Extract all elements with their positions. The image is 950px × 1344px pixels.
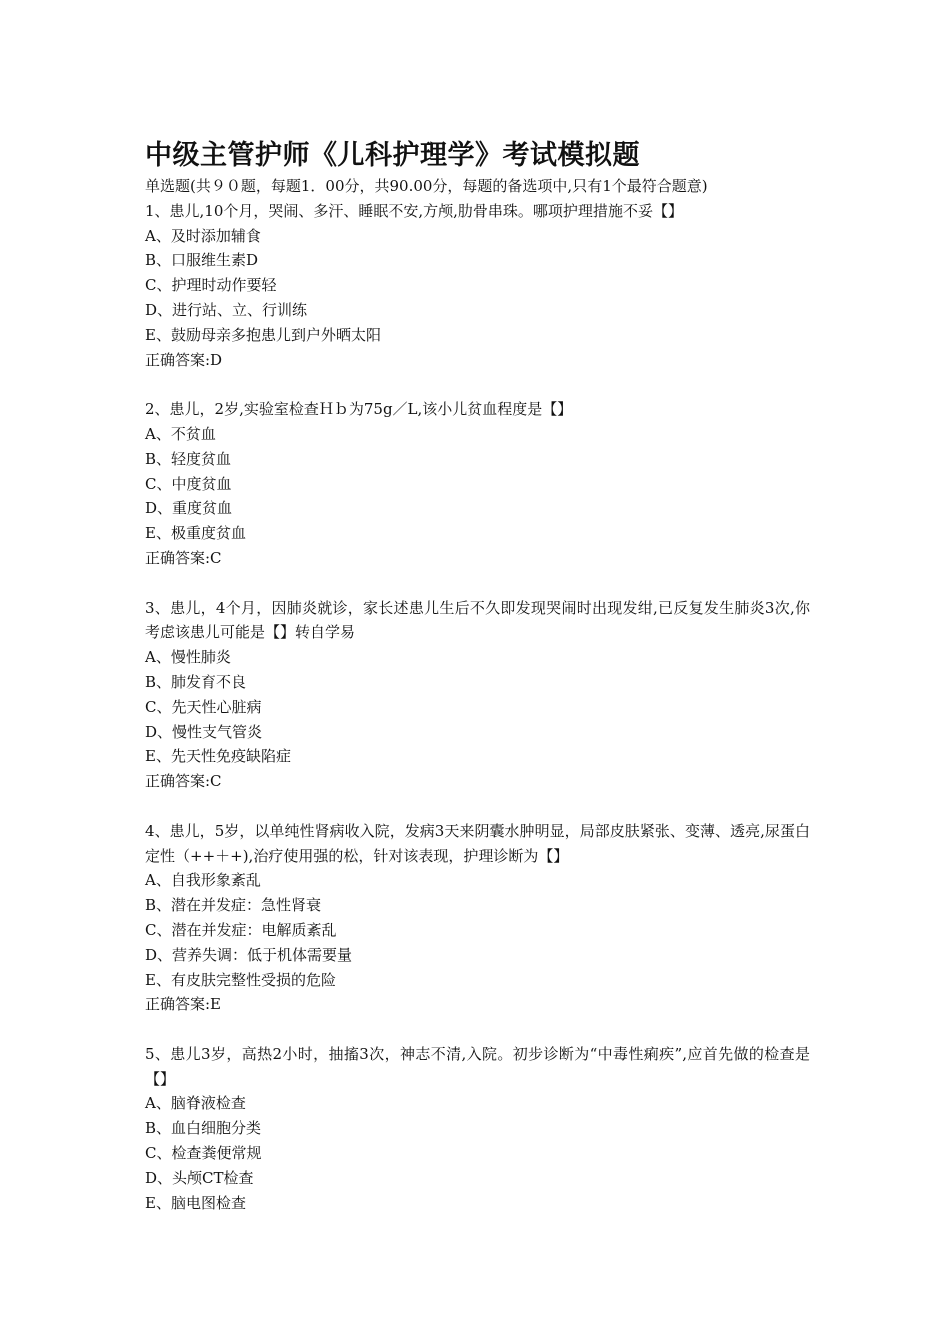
option-e: E、脑电图检查 (145, 1193, 246, 1212)
question-stem: 1、患儿,10个月，哭闹、多汗、睡眠不安,方颅,肋骨串珠。哪项护理措施不妥【】 (145, 201, 683, 220)
option-e: E、鼓励母亲多抱患儿到户外晒太阳 (145, 325, 381, 344)
option-e: E、极重度贫血 (145, 524, 246, 543)
option-c: C、检查粪便常规 (145, 1144, 262, 1163)
option-b: B、潜在并发症：急性肾衰 (145, 896, 322, 915)
option-a: A、及时添加辅食 (145, 226, 261, 245)
option-e: E、有皮肤完整性受损的危险 (145, 970, 336, 989)
question-stem: 2、患儿，2岁,实验室检查Ｈｂ为75g／L,该小儿贫血程度是【】 (145, 400, 573, 419)
intro-text: 单选题(共９０题，每题1．00分，共90.00分，每题的备选项中,只有1个最符合题意) (145, 177, 708, 195)
correct-answer: 正确答案:E (145, 995, 222, 1014)
question-5 (145, 1042, 810, 1216)
question-4 (145, 819, 810, 1017)
option-d: D、慢性支气管炎 (145, 722, 263, 741)
option-e: E、先天性免疫缺陷症 (145, 747, 291, 766)
question-stem: 4、患儿，5岁，以单纯性肾病收入院，发病3天来阴囊水肿明显，局部皮肤紧张、变薄、透亮,尿蛋白定性（++＋+),治疗使用强的松，针对该表现，护理诊断为【】 (145, 821, 810, 865)
option-a: A、不贫血 (145, 424, 216, 443)
document-body (145, 174, 810, 1215)
question-2 (145, 397, 810, 571)
option-b: B、肺发育不良 (145, 672, 247, 691)
question-3 (145, 596, 810, 794)
question-stem: 3、患儿，4个月，因肺炎就诊，家长述患儿生后不久即发现哭闹时出现发绀,已反复发生肺炎3次,你考虑该患儿可能是【】转自学易 (145, 598, 810, 642)
option-c: C、中度贫血 (145, 474, 232, 493)
question-1 (145, 199, 810, 373)
option-b: B、轻度贫血 (145, 449, 232, 468)
option-d: D、营养失调：低于机体需要量 (145, 945, 353, 964)
option-d: D、头颅CT检查 (145, 1168, 254, 1187)
option-c: C、先天性心脏病 (145, 697, 262, 716)
document-title: 中级主管护师《儿科护理学》考试模拟题 (145, 140, 640, 171)
option-c: C、潜在并发症：电解质紊乱 (145, 920, 337, 939)
correct-answer: 正确答案:C (145, 772, 222, 791)
option-c: C、护理时动作要轻 (145, 276, 277, 295)
correct-answer: 正确答案:C (145, 548, 222, 567)
option-d: D、进行站、立、行训练 (145, 300, 308, 319)
correct-answer: 正确答案:D (145, 350, 223, 369)
option-a: A、慢性肺炎 (145, 648, 231, 667)
option-b: B、血白细胞分类 (145, 1119, 262, 1138)
option-d: D、重度贫血 (145, 499, 233, 518)
option-b: B、口服维生素D (145, 251, 259, 270)
option-a: A、自我形象紊乱 (145, 871, 261, 890)
question-stem: 5、患儿3岁，高热2小时，抽搐3次，神志不清,入院。初步诊断为“中毒性痢疾”,应首先做的检查是【】 (145, 1044, 810, 1088)
option-a: A、脑脊液检查 (145, 1094, 246, 1113)
